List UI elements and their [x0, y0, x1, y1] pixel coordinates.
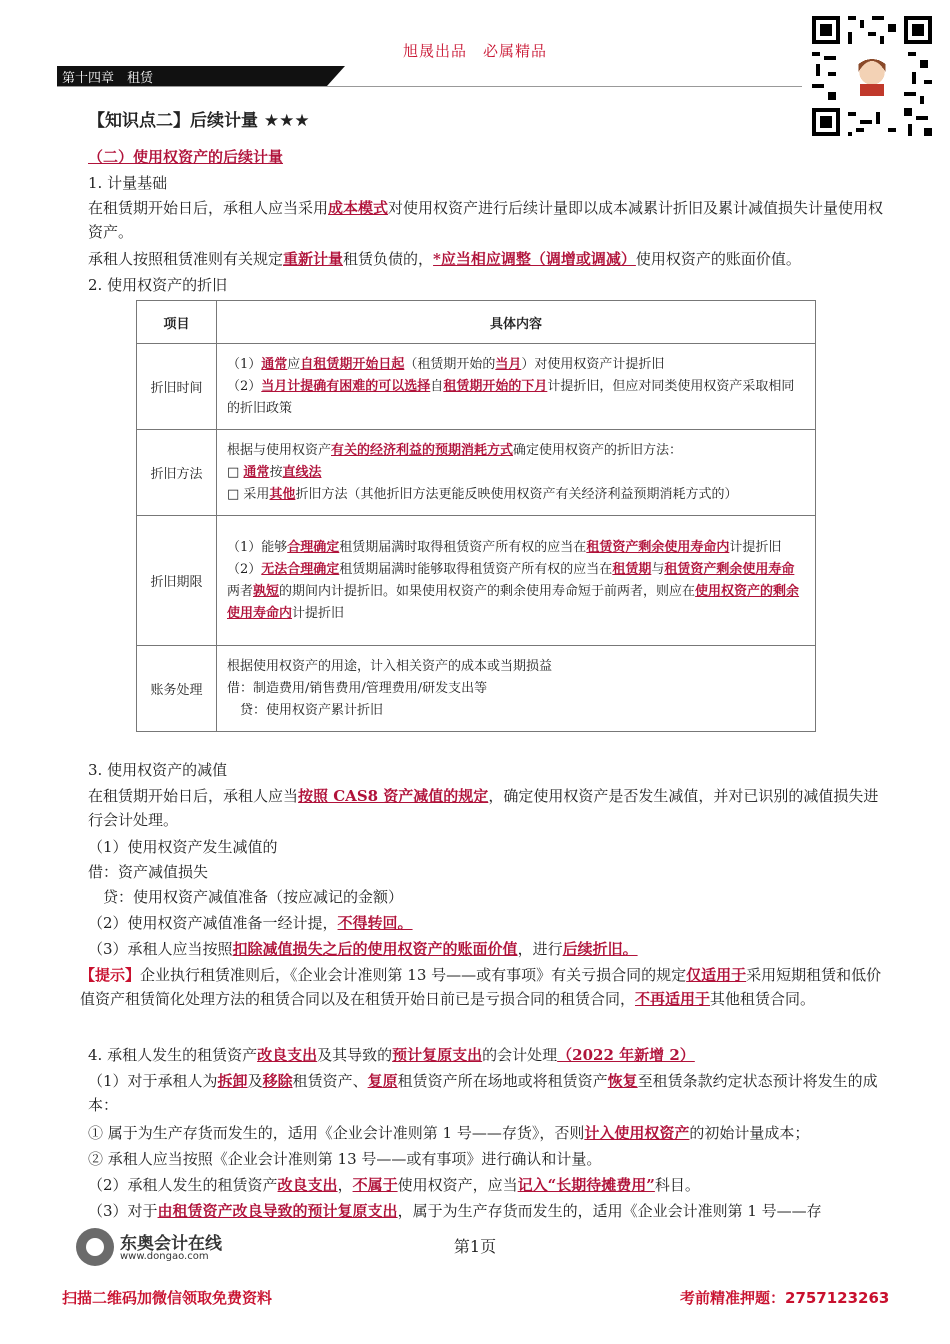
- chapter-title: 第十四章 租赁: [62, 71, 154, 86]
- row-label: 账务处理: [137, 646, 217, 732]
- row-label: 折旧期限: [137, 516, 217, 646]
- section-title: 【知识点二】后续计量 ★★★: [88, 111, 310, 131]
- footer-left-note: 扫描二维码加微信领取免费资料: [62, 1289, 273, 1307]
- footer-right-note: 考前精准押题：2757123263: [680, 1289, 890, 1307]
- row-content-method: 根据与使用权资产有关的经济利益的预期消耗方式确定使用权资产的折旧方法： □ 通常按直线法 □ 采用其他折旧方法（其他折旧方法更能反映使用权资产有关经济利益预期消耗方式的）: [217, 430, 816, 516]
- basis-heading: 1. 计量基础: [88, 174, 168, 192]
- brand-slogan: 旭晟出品 必属精品: [402, 42, 547, 60]
- improvement-heading: 4. 承租人发生的租赁资产改良支出及其导致的预计复原支出的会计处理（2022 年新增 2）: [88, 1046, 695, 1064]
- table-row: [137, 430, 816, 516]
- footer-logo-url: www.dongao.com: [120, 1251, 209, 1262]
- row-content-term: （1）能够合理确定租赁期届满时取得租赁资产所有权的应当在租赁资产剩余使用寿命内计提折旧 （2）无法合理确定租赁期届满时能够取得租赁资产所有权的应当在租赁期与租赁资产剩余使用寿命两者孰短的期间内计提折旧。如果使用权资产的剩余使用寿命短于前两者，则应在使用权资产的剩余使用寿命内计提折旧: [217, 516, 816, 646]
- header-rule: [57, 86, 802, 87]
- impairment-line-1: （1）使用权资产发生减值的: [88, 838, 278, 856]
- improvement-paragraph-3: （3）对于由租赁资产改良导致的预计复原支出，属于为生产存货而发生的，适用《企业会计准则第 1 号——存: [88, 1202, 822, 1220]
- tip-paragraph: 【提示】企业执行租赁准则后，《企业会计准则第 13 号——或有事项》有关亏损合同的规定仅适用于采用短期租赁和低价值资产租赁简化处理方法的租赁合同以及在租赁开始日前已是亏损合同的租赁合同，不再适用于其他租赁合同。: [80, 966, 882, 1008]
- basis-paragraph-2: 承租人按照租赁准则有关规定重新计量租赁负债的，*应当相应调整（调增或调减）使用权资产的账面价值。: [88, 250, 801, 268]
- impairment-line-4: （2）使用权资产减值准备一经计提，不得转回。: [88, 914, 413, 932]
- footer-logo-name: 东奥会计在线: [120, 1234, 222, 1254]
- table-header-content: 具体内容: [217, 301, 816, 344]
- depreciation-table: [136, 300, 816, 732]
- table-header-row: [137, 301, 816, 344]
- table-header-item: 项目: [137, 301, 217, 344]
- impairment-line-2: 借：资产减值损失: [88, 863, 209, 881]
- row-label: 折旧方法: [137, 430, 217, 516]
- impairment-paragraph: 在租赁期开始日后，承租人应当按照 CAS8 资产减值的规定，确定使用权资产是否发生减值，并对已识别的减值损失进行会计处理。: [88, 787, 879, 829]
- row-content-accounting: 根据使用权资产的用途，计入相关资产的成本或当期损益 借：制造费用/销售费用/管理费用/研发支出等 贷：使用权资产累计折旧: [217, 646, 816, 732]
- row-label: 折旧时间: [137, 344, 217, 430]
- improvement-paragraph-2: （2）承租人发生的租赁资产改良支出，不属于使用权资产，应当记入“长期待摊费用”科目。: [88, 1176, 700, 1194]
- impairment-line-5: （3）承租人应当按照扣除减值损失之后的使用权资产的账面价值，进行后续折旧。: [88, 940, 638, 958]
- depreciation-heading: 2. 使用权资产的折旧: [88, 276, 228, 294]
- row-content-time: （1）通常应自租赁期开始日起（租赁期开始的当月）对使用权资产计提折旧 （2）当月计提确有困难的可以选择自租赁期开始的下月计提折旧，但应对同类使用权资产采取相同的折旧政策: [217, 344, 816, 430]
- improvement-clause-1: ① 属于为生产存货而发生的，适用《企业会计准则第 1 号——存货》，否则计入使用权资产的初始计量成本；: [88, 1124, 810, 1142]
- improvement-clause-2: ② 承租人应当按照《企业会计准则第 13 号——或有事项》进行确认和计量。: [88, 1150, 602, 1168]
- table-row: [137, 344, 816, 430]
- improvement-paragraph-1: （1）对于承租人为拆卸及移除租赁资产、复原租赁资产所在场地或将租赁资产恢复至租赁条款约定状态预计将发生的成本：: [88, 1072, 878, 1114]
- page-number: 第1页: [453, 1237, 497, 1256]
- table-row: [137, 516, 816, 646]
- impairment-line-3: 贷：使用权资产减值准备（按应减记的金额）: [88, 888, 404, 906]
- basis-paragraph-1: 在租赁期开始日后，承租人应当采用成本模式对使用权资产进行后续计量即以成本减累计折旧及累计减值损失计量使用权资产。: [88, 199, 884, 241]
- impairment-heading: 3. 使用权资产的减值: [88, 761, 228, 779]
- table-row: [137, 646, 816, 732]
- section-subtitle: （二）使用权资产的后续计量: [88, 148, 284, 166]
- qr-code-icon: [808, 12, 936, 140]
